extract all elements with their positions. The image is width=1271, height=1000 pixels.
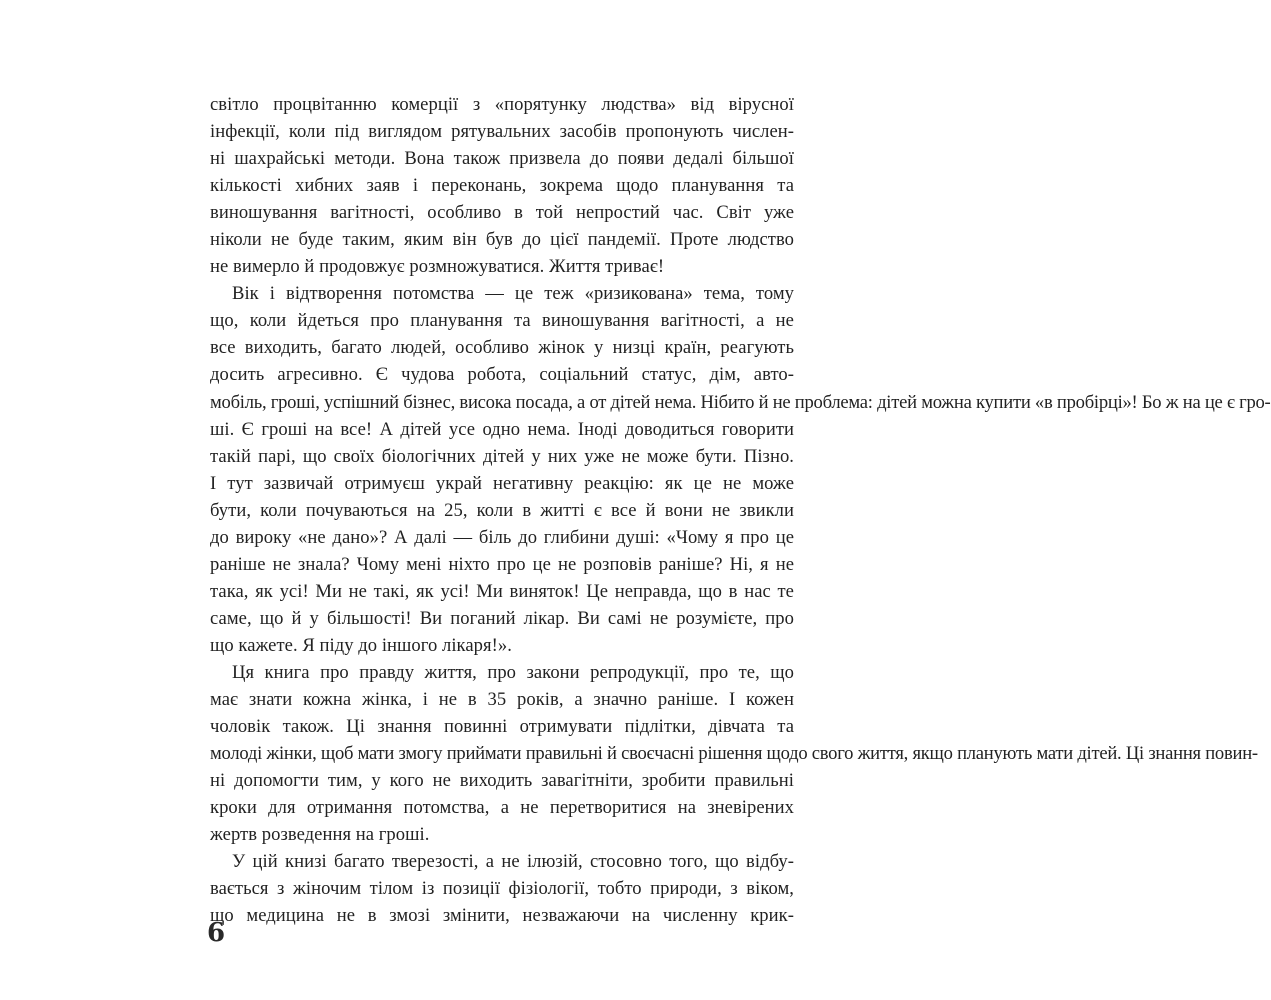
text-line: досить агресивно. Є чудова робота, соціальний статус, дім, авто- — [210, 364, 794, 386]
body-text — [210, 91, 1271, 929]
text-line: що, коли йдеться про планування та виношування вагітності, а не — [210, 310, 794, 332]
text-line: світло процвітанню комерції з «порятунку людства» від вірусної — [210, 94, 794, 115]
text-line: кількості хибних заяв і переконань, зокрема щодо планування та — [210, 175, 794, 197]
text-line: мобіль, гроші, успішний бізнес, висока посада, а от дітей нема. Нібито й не проблема: дітей можна купити «в пробірці»! Бо ж на це є гро- — [210, 391, 1271, 413]
text-line: кроки для отримання потомства, а не перетворитися на зневірених — [210, 797, 794, 819]
text-line: до вироку «не дано»? А далі — біль до глибини душі: «Чому я про це — [210, 526, 794, 548]
text-line: все виходить, багато людей, особливо жінок у низці країн, реагують — [210, 337, 794, 359]
text-line: ні шахрайські методи. Вона також призвела до появи дедалі більшої — [210, 148, 794, 170]
text-line: що медицина не в змозі змінити, незважаючи на численну крик- — [210, 905, 794, 927]
page-number: 6 — [207, 918, 226, 948]
text-line: не вимерло й продовжує розмножуватися. Життя триває! — [210, 256, 665, 278]
text-line: такій парі, що своїх біологічних дітей у них уже не може бути. Пізно. — [210, 445, 794, 467]
text-line: виношування вагітності, особливо в той непростий час. Світ уже — [210, 202, 794, 224]
text-line: молоді жінки, щоб мати змогу приймати правильні й своєчасні рішення щодо свого життя, якщо планують мати дітей. Ці знання повин- — [210, 743, 1258, 765]
text-line: Ця книга про правду життя, про закони репродукції, про те, що — [232, 661, 794, 683]
text-line: ші. Є гроші на все! А дітей усе одно нема. Іноді доводиться говорити — [210, 418, 794, 440]
text-line: раніше не знала? Чому мені ніхто про це не розповів раніше? Ні, я не — [210, 553, 794, 575]
text-line: саме, що й у більшості! Ви поганий лікар. Ви самі не розумієте, про — [210, 607, 794, 629]
text-line: ні допомогти тим, у кого не виходить завагітніти, зробити правильні — [210, 770, 794, 792]
text-line: чоловік також. Ці знання повинні отримувати підлітки, дівчата та — [210, 716, 794, 738]
text-line: жертв розведення на гроші. — [210, 824, 430, 846]
text-line: І тут зазвичай отримуєш украй негативну реакцію: як це не може — [210, 472, 794, 494]
text-line: Вік і відтворення потомства — це теж «ризикована» тема, тому — [232, 283, 794, 305]
text-line: У цій книзі багато тверезості, а не ілюзій, стосовно того, що відбу- — [232, 851, 794, 873]
text-line: така, як усі! Ми не такі, як усі! Ми виняток! Це неправда, що в нас те — [210, 580, 794, 602]
text-line: що кажете. Я піду до іншого лікаря!». — [210, 634, 512, 656]
text-line: ніколи не буде таким, яким він був до цієї пандемії. Проте людство — [210, 229, 794, 251]
text-line: бути, коли почуваються на 25, коли в житті є все й вони не звикли — [210, 499, 794, 521]
text-line: вається з жіночим тілом із позиції фізіології, тобто природи, з віком, — [210, 878, 794, 900]
text-line: має знати кожна жінка, і не в 35 років, а значно раніше. І кожен — [210, 689, 794, 711]
text-line: інфекції, коли під виглядом рятувальних засобів пропонують числен- — [210, 121, 794, 143]
